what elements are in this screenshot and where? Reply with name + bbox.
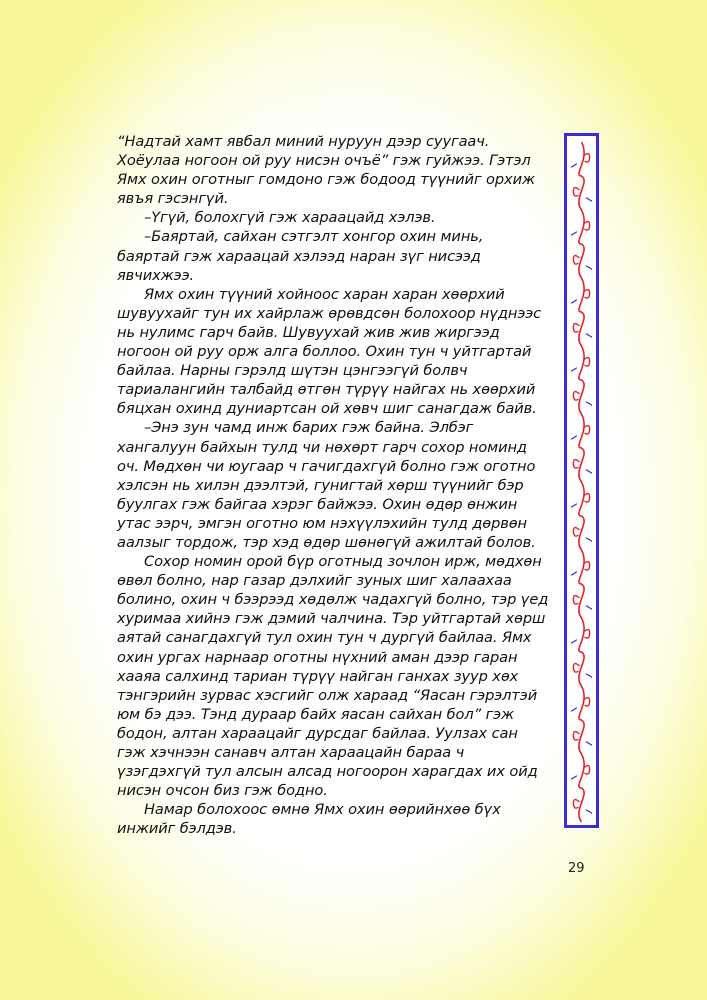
vine-curl <box>573 256 579 265</box>
vine-curl <box>573 188 579 197</box>
vine-leaf <box>587 606 592 609</box>
vine-curl <box>584 290 590 299</box>
vine-curl <box>584 358 590 367</box>
vine-curl <box>584 426 590 435</box>
page-number: 29 <box>568 861 585 876</box>
paragraph: –Баяртай, сайхан сэтгэлт хонгор охин минь, баяртай гэж хараацай хэлээд наран зүг нисээд явчихжээ. <box>117 228 484 284</box>
vine-curl <box>573 800 579 809</box>
paragraph: Ямх охин түүний хойноос харан харан хөөрхий шувуухайг тун их хайрлаж өрөвдсөн болохоор нүднээс нь нулимс гарч байв. Шувуухай жив жив жиргээд ногоон ой руу орж алга боллоо. Охин тун ч уйтгартай байлаа. Нарны гэрэлд шүтэн цэнгээгүй болвч тариалангийн талбайд өтгөн түрүү найгах нь хөөрхий бяцхан охинд дуниартсан ой хөвч шиг санагдаж байв. <box>117 285 542 418</box>
vine-curl <box>584 698 590 707</box>
vine-curl <box>584 154 590 163</box>
vine-leaf <box>572 504 577 507</box>
vine-leaf <box>587 742 592 745</box>
vine-leaf <box>572 708 577 711</box>
vine-leaf <box>587 402 592 405</box>
vine-leaf <box>587 334 592 337</box>
decorative-vine-border <box>564 133 599 828</box>
paragraph: –Энэ зун чамд инж барих гэж байна. Элбэг хангалуун байхын тулд чи нөхөрт гарч сохор номинд оч. Мөдхөн чи юугаар ч гачигдахгүй болно гэж оготно хэлсэн нь хилэн дээлтэй, гунигтай хөрш түүнийг бэр буулгах гэж байгаа хэрэг байжээ. Охин өдөр өнжин утас ээрч, эмгэн оготно юм нэхүүлэхийн тулд дөрвөн аалзыг тордож, тэр хэд өдөр шөнөгүй ажилтай болов. <box>117 419 536 551</box>
vine-leaf <box>572 572 577 575</box>
paragraph: –Үгүй, болохгүй гэж хараацайд хэлэв. <box>144 209 436 227</box>
vine-curl <box>584 766 590 775</box>
vine-curl <box>584 222 590 231</box>
vine-leaf <box>572 436 577 439</box>
vine-leaf <box>587 266 592 269</box>
vine-leaf <box>587 538 592 541</box>
vine-leaf <box>572 300 577 303</box>
vine-curl <box>573 732 579 741</box>
vine-leaf <box>572 232 577 235</box>
vine-curl <box>584 630 590 639</box>
vine-leaf <box>587 674 592 677</box>
vine-leaf <box>572 776 577 779</box>
vine-leaf <box>587 470 592 473</box>
paragraph: “Надтай хамт явбал миний нуруун дээр суугаач. Хоёулаа ногоон ой руу нисэн очъё” гэж гуйжээ. Гэтэл Ямх охин оготныг гомдоно гэж бодоод түүнийг орхиж явъя гэсэнгүй. <box>117 133 536 208</box>
story-text <box>117 132 549 838</box>
vine-curl <box>573 664 579 673</box>
vine-curl <box>584 494 590 503</box>
vine-curl <box>573 324 579 333</box>
paragraph: Намар болохоос өмнө Ямх охин өөрийнхөө бүх инжийг бэлдэв. <box>117 801 501 838</box>
vine-ornament-icon <box>567 136 596 825</box>
vine-leaf <box>572 640 577 643</box>
vine-curl <box>584 562 590 571</box>
vine-stem <box>579 142 584 822</box>
vine-leaf <box>587 810 592 813</box>
vine-leaf <box>587 198 592 201</box>
vine-curl <box>573 460 579 469</box>
vine-leaf <box>572 164 577 167</box>
vine-curl <box>573 528 579 537</box>
vine-leaf <box>572 368 577 371</box>
paragraph: Сохор номин орой бүр оготныд зочлон ирж, мөдхөн өвөл болно, нар газар дэлхийг зуных шиг халаахаа болино, охин ч бээрээд хөдөлж чадахгүй болно, тэр үед хуримаа хийнэ гэж дэмий чалчина. Тэр уйтгартай хөрш аятай санагдахгүй тул охин тун ч дургүй байлаа. Ямх охин ургах нарнаар оготны нүхний аман дээр гаран хааяа салхинд тариан түрүү найган ганхах зуур хөх тэнгэрийн зурвас хэсгийг олж хараад “Яасан гэрэлтэй юм бэ дээ. Тэнд дураар байх яасан сайхан бол” гэж бодон, алтан хараацайг дурсдаг байлаа. Уулзах сан гэж хэчнээн санавч алтан хараацайн бараа ч үзэгдэхгүй тул алсын алсад ногоорон харагдах их ойд нисэн очсон биз гэж бодно. <box>117 553 549 800</box>
vine-curl <box>573 596 579 605</box>
vine-curl <box>573 392 579 401</box>
